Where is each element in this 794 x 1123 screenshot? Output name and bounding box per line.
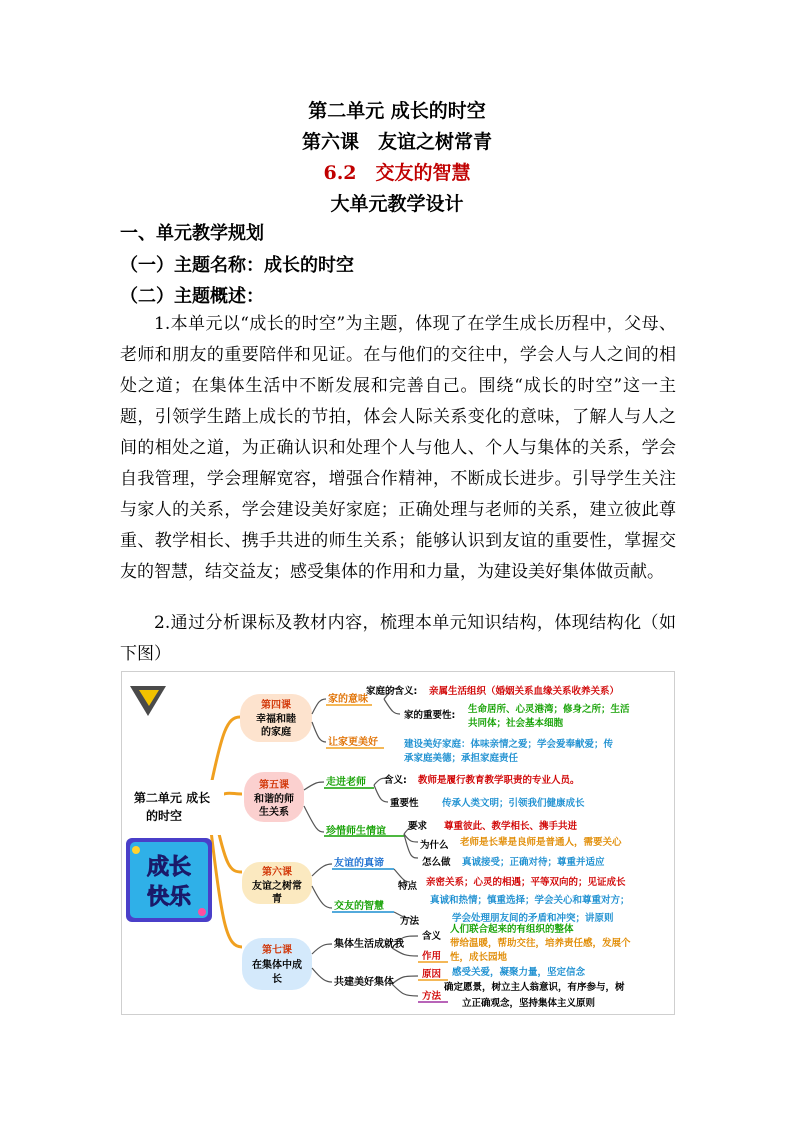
lesson7-value-4a: 确定愿景，树立主人翁意识，有序参与，树 [444, 982, 625, 993]
lesson7-key-1: 含义 [422, 931, 442, 942]
unit-title: 第二单元 成长的时空 [308, 100, 486, 122]
lesson5-branch-2: 珍惜师生情谊 [326, 826, 386, 837]
lesson6-value-3: 学会处理朋友间的矛盾和冲突；讲原则 [452, 913, 614, 924]
lesson6-key-1: 特点 [398, 881, 418, 892]
section-title: 6.2 交友的智慧 [323, 162, 471, 184]
lesson6-value-1: 亲密关系；心灵的相遇；平等双向的；见证成长 [426, 877, 626, 888]
heading-theme-overview: （二）主题概述： [120, 286, 264, 307]
lesson5-key-3: 要求 [408, 821, 428, 832]
corner-triangle-icon [130, 686, 166, 716]
badge-text-1: 成长 [146, 855, 192, 880]
lesson5-value-1: 教师是履行教育教学职责的专业人员。 [418, 775, 580, 786]
overview-paragraph-1: 1.本单元以“成长的时空”为主题，体现了在学生成长历程中，父母、老师和朋友的重要陪伴和见证。在与他们的交往中，学会人与人之间的相处之道；在集体生活中不断发展和完善自己。围绕“成长的时空”这一主题，引领学生踏上成长的节拍，体会人际关系变化的意味，了解人与人之间的相处之道，为正确认识和处理个人与他人、个人与集体的关系，学会自我管理，学会理解宽容，增强合作精神，不断成长进步。引导学生关注与家人的关系，学会建设美好家庭；正确处理与老师的关系，建立彼此尊重、教学相长、携手共进的师生关系；能够认识到友谊的重要性，掌握交友的智慧，结交益友；感受集体的作用和力量，为建设美好集体做贡献。 [120, 314, 676, 582]
lesson5-name-2: 生关系 [259, 807, 289, 818]
root-node [126, 780, 224, 835]
lesson7-branch-2: 共建美好集体 [334, 977, 394, 988]
lesson5-connectors [304, 778, 418, 858]
lesson7-branch-1: 集体生活成就我 [334, 939, 404, 950]
growth-badge-icon [126, 838, 212, 922]
overview-paragraph-2: 2.通过分析课标及教材内容，梳理本单元知识结构，体现结构化（如下图） [120, 613, 676, 664]
lesson7-key-3: 原因 [422, 969, 442, 980]
lesson5-branch-1: 走进老师 [326, 777, 366, 788]
lesson7-value-3: 感受关爱，凝聚力量，坚定信念 [452, 967, 586, 978]
lesson5-name-1: 和谐的师 [254, 794, 294, 805]
lesson5-value-3: 尊重彼此、教学相长、携手共进 [444, 821, 578, 832]
lesson4-branch-1: 家的意味 [328, 694, 368, 705]
lesson5-key-5: 怎么做 [422, 857, 451, 868]
lesson6-name-1: 友谊之树常 [252, 881, 302, 892]
lesson7-tag: 第七课 [262, 945, 292, 956]
lesson7-key-2: 作用 [422, 951, 442, 962]
heading-planning: 一、单元教学规划 [120, 223, 264, 244]
root-label-1: 第二单元 成长 [133, 791, 211, 805]
badge-text-2: 快乐 [146, 885, 192, 910]
lesson5-tag: 第五课 [259, 780, 289, 791]
lesson4-tag: 第四课 [261, 700, 291, 711]
lesson6-branch-2: 交友的智慧 [334, 901, 384, 912]
lesson4-branch-2: 让家更美好 [328, 737, 378, 748]
lesson7-value-2b: 性，成长园地 [450, 952, 508, 963]
lesson4-value-2b: 共同体；社会基本细胞 [468, 718, 564, 729]
unit-mindmap [121, 671, 675, 1015]
lesson7-name-1: 在集体中成 [252, 960, 302, 971]
lesson4-value-1: 亲属生活组织（婚姻关系血缘关系收养关系） [429, 686, 620, 697]
lesson-title: 第六课 友谊之树常青 [301, 131, 492, 153]
lesson5-value-2: 传承人类文明；引领我们健康成长 [442, 798, 585, 809]
lesson7-name-2: 长 [272, 974, 282, 985]
lesson5-value-5: 真诚接受；正确对待；尊重并适应 [462, 857, 605, 868]
lesson6-tag: 第六课 [262, 867, 292, 878]
lesson7-value-2a: 带给温暖，帮助交往，培养责任感，发展个 [450, 938, 631, 949]
heading-theme-name: （一）主题名称：成长的时空 [120, 255, 354, 276]
lesson6-name-2: 青 [272, 894, 282, 905]
lesson4-branch2-value-2: 承家庭美德；承担家庭责任 [404, 753, 519, 764]
lesson5-key-4: 为什么 [420, 840, 449, 851]
lesson6-key-2: 方法 [400, 916, 420, 927]
lesson7-value-4b: 立正确观念，坚持集体主义原则 [462, 998, 596, 1009]
lesson4-branch2-value-1: 建设美好家庭：体味亲情之爱；学会爱奉献爱；传 [404, 739, 614, 750]
lesson5-value-4: 老师是长辈是良师是普通人，需要关心 [460, 837, 622, 848]
design-title: 大单元教学设计 [330, 193, 464, 215]
lesson7-value-1: 人们联合起来的有组织的整体 [450, 924, 574, 935]
root-label-2: 的时空 [145, 809, 183, 823]
lesson4-key-1: 家庭的含义: [366, 686, 418, 697]
lesson6-branch-1: 友谊的真谛 [334, 858, 384, 869]
lesson5-key-1: 含义: [384, 775, 407, 786]
lesson4-value-2a: 生命居所、心灵港湾；修身之所；生活 [468, 704, 630, 715]
lesson7-key-4: 方法 [422, 991, 442, 1002]
lesson5-key-2: 重要性 [390, 798, 419, 809]
lesson4-name-1: 幸福和睦 [256, 714, 296, 725]
lesson4-name-2: 的家庭 [261, 727, 291, 738]
lesson6-value-2: 真诚和热情；慎重选择；学会关心和尊重对方； [430, 895, 630, 906]
lesson4-key-2: 家的重要性: [404, 710, 456, 721]
